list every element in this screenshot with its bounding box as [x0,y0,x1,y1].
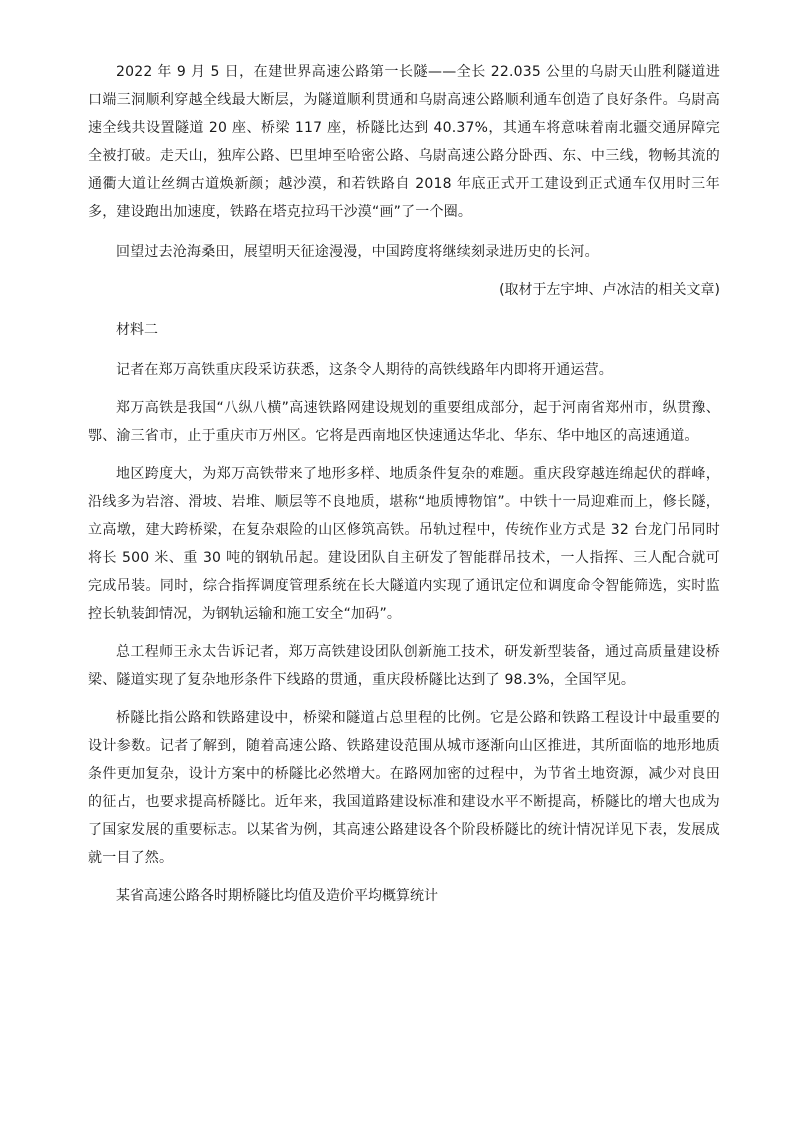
paragraph-tianshan-tunnel: 2022 年 9 月 5 日，在建世界高速公路第一长隧——全长 22.035 公里的乌尉天山胜利隧道进口端三洞顺利穿越全线最大断层，为隧道顺利贯通和乌尉高速公路顺利通车创造了良好条件。乌尉高速全线共设置隧道 20 座、桥梁 117 座，桥隧比达到 40.37%，其通车将意味着南北疆交通屏障完全被打破。走天山，独库公路、巴里坤至哈密公路、乌尉高速公路分卧西、东、中三线，物畅其流的通衢大道让丝绸古道焕新颜；越沙漠，和若铁路自 2018 年底正式开工建设到正式通车仅用时三年多，建设跑出加速度，铁路在塔克拉玛干沙漠“画”了一个圈。 [88,64,720,220]
table-caption: 某省高速公路各时期桥隧比均值及造价平均概算统计 [116,888,438,904]
paragraph-geology-challenges: 地区跨度大，为郑万高铁带来了地形多样、地质条件复杂的难题。重庆段穿越连绵起伏的群峰，沿线多为岩溶、滑坡、岩堆、顺层等不良地质，堪称“地质博物馆”。中铁十一局迎难而上，修长隧，立高墩，建大跨桥梁，在复杂艰险的山区修筑高铁。吊轨过程中，传统作业方式是 32 台龙门吊同时将长 500 米、重 30 吨的钢轨吊起。建设团队自主研发了智能群吊技术，一人指挥、三人配合就可完成吊装。同时，综合指挥调度管理系统在长大隧道内实现了通讯定位和调度命令智能筛选，实时监控长轨装卸情况，为钢轨运输和施工安全“加码”。 [88,466,720,622]
document-page [88,58,720,910]
paragraph-look-back: 回望过去沧海桑田，展望明天征途漫漫，中国跨度将继续刻录进历史的长河。 [116,244,599,260]
source-attribution: (取材于左宇坤、卢冰洁的相关文章) [499,282,720,298]
paragraph-zhengwan-route: 郑万高铁是我国“八纵八横”高速铁路网建设规划的重要组成部分，起于河南省郑州市，纵贯豫、鄂、渝三省市，止于重庆市万州区。它将是西南地区快速通达华北、华东、华中地区的高速通道。 [88,400,720,444]
paragraph-bridge-tunnel-ratio: 桥隧比指公路和铁路建设中，桥梁和隧道占总里程的比例。它是公路和铁路工程设计中最重要的设计参数。记者了解到，随着高速公路、铁路建设范围从城市逐渐向山区推进，其所面临的地形地质条件更加复杂，设计方案中的桥隧比必然增大。在路网加密的过程中，为节省土地资源，减少对良田的征占，也要求提高桥隧比。近年来，我国道路建设标准和建设水平不断提高，桥隧比的增大也成为了国家发展的重要标志。以某省为例，其高速公路建设各个阶段桥隧比的统计情况详见下表，发展成就一目了然。 [88,710,720,866]
section-heading-material-two: 材料二 [116,322,158,338]
paragraph-zhengwan-intro: 记者在郑万高铁重庆段采访获悉，这条令人期待的高铁线路年内即将开通运营。 [116,362,613,378]
paragraph-chief-engineer: 总工程师王永太告诉记者，郑万高铁建设团队创新施工技术，研发新型装备，通过高质量建设桥梁、隧道实现了复杂地形条件下线路的贯通，重庆段桥隧比达到了 98.3%，全国罕见。 [88,644,720,688]
